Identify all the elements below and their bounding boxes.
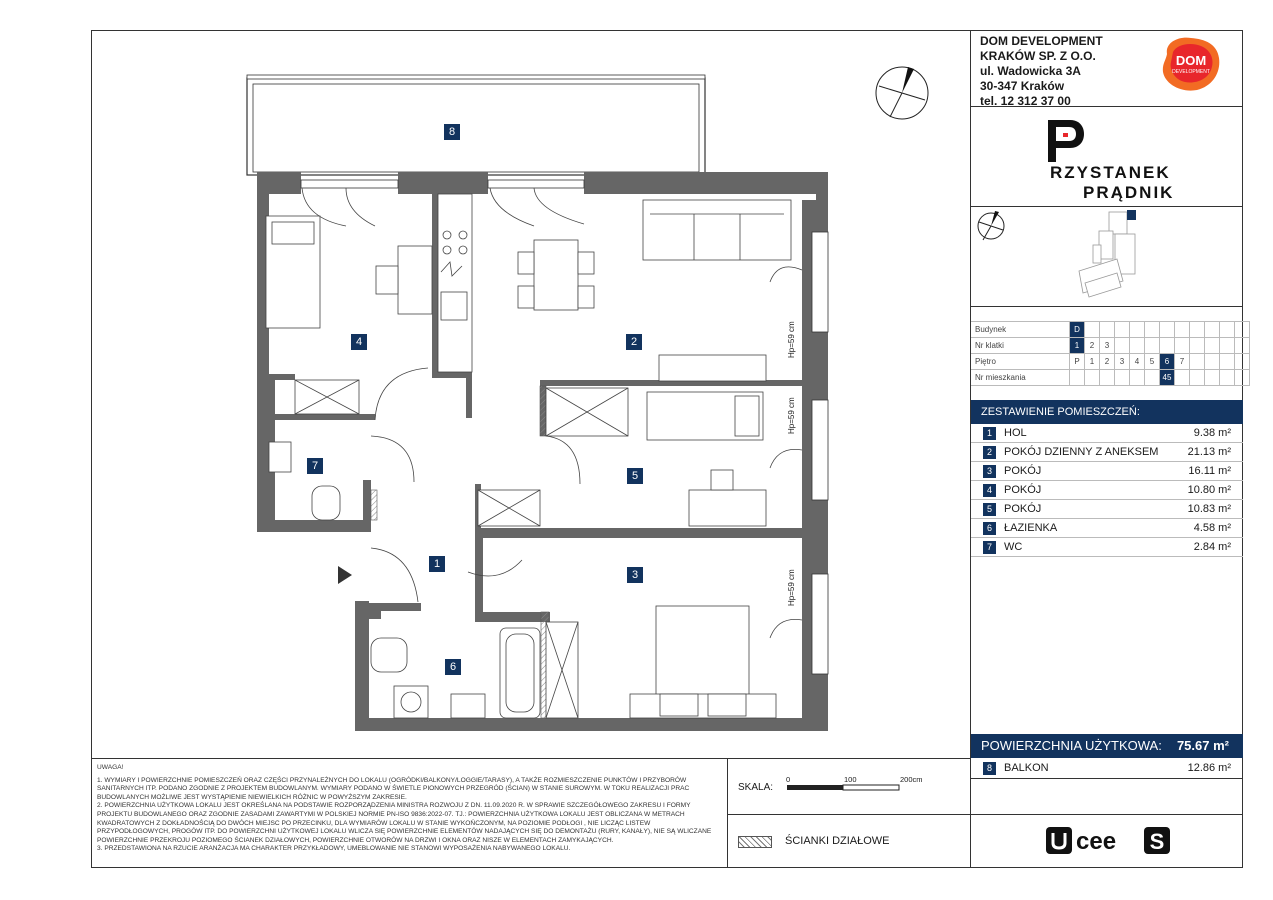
room-number: 2 [983,446,996,459]
room4-furniture [266,216,432,328]
info-cell [1205,322,1220,338]
info-cell [1115,322,1130,338]
divider-notes-scale [727,758,728,868]
total-area-label: POWIERZCHNIA UŻYTKOWA: [981,738,1162,753]
info-cell [1235,354,1250,370]
info-cell [1115,370,1130,386]
hp-label-room3: Hp=59 cm [787,569,796,606]
info-cell [1100,322,1115,338]
info-cell [1205,354,1220,370]
company-city: 30-347 Kraków [980,79,1065,93]
room-area: 21.13 m² [1187,446,1231,458]
balcony-area: 12.86 m² [1187,762,1231,774]
room-label-7: 7 [307,458,323,474]
keyplan-compass-icon [978,211,1004,240]
info-cell [1235,338,1250,354]
notes-block [97,764,717,854]
legend-label: ŚCIANKI DZIAŁOWE [785,835,890,847]
info-cell [1175,338,1190,354]
hp-label-room2: Hp=59 cm [787,321,796,358]
room-label-2: 2 [626,334,642,350]
room-area: 10.80 m² [1187,484,1231,496]
note-2: 2. POWIERZCHNIA UŻYTKOWA LOKALU JEST OKREŚLANA NA PODSTAWIE ROZPORZĄDZENIA MINISTRA ROZWOJU Z DN. 11.09.2020 R. W SPRAWIE SZCZEGÓŁOWEGO ZAKRESU I FORMY PROJEKTU BUDOWLANEGO ORAZ ZGODNIE ZASADAMI ZAWARTYMI W POLSKIEJ NORMIE PN-ISO 9836:2022-07. TJ.: POWIERZCHNIA UŻYTKOWA LOKALU JEST OBLICZANA W METRACH KWADRATOWYCH Z DOKŁADNOŚCIĄ DO DWÓCH MIEJSC PO PRZECINKU, DLA WYMIARÓW LOKALU W STANIE WYKOŃCZONYM, NA POZIOMIE PODŁOGI , NIE LICZĄC LISTEW PRZYPODŁOGOWYCH, PROGÓW ITP. DO POWIERZCHNI UŻYTKOWEJ LOKALU WLICZA SIĘ POWIERZCHNIE ELEMENTÓW NADAJĄCYCH SIĘ DO DEMONTAŻU (RURY, KANAŁY), NIE SĄ WLICZANE POWIERZCHNIE PRZEKROJU POZIOMEGO ŚCIANEK DZIAŁOWYCH, POWIERZCHNIE OTWORÓW NA DRZWI I OKNA ORAZ NISZE W ELEMENTACH ZAMYKAJĄCYCH. [97,802,712,844]
info-cell [1085,322,1100,338]
company-phone: tel. 12 312 37 00 [980,94,1071,108]
info-cell [1085,370,1100,386]
info-cell: 2 [1100,354,1115,370]
info-cell [1160,338,1175,354]
kitchen-unit [438,194,472,372]
notes-title: UWAGA! [97,764,124,771]
project-name [1050,163,1174,203]
room-row [971,481,1243,500]
scale-label: SKALA: [738,782,774,793]
info-cell [1190,354,1205,370]
svg-text:DEVELOPMENT: DEVELOPMENT [1172,69,1210,75]
info-cell: 4 [1130,354,1145,370]
info-cell [1070,370,1085,386]
info-cell [1130,338,1145,354]
hp-label-room5: Hp=59 cm [787,397,796,434]
svg-text:cee: cee [1076,828,1117,855]
room3-furniture [630,606,776,718]
divider-brand [970,814,1243,815]
room-label-6: 6 [445,659,461,675]
info-cell [1145,370,1160,386]
info-row-label: Piętro [971,354,1070,370]
room-number: 5 [983,503,996,516]
info-cell: 1 [1085,354,1100,370]
info-cell [1190,338,1205,354]
partition-wall-swatch [738,836,772,848]
info-row [971,370,1250,386]
room-number: 6 [983,522,996,535]
note-3: 3. PRZEDSTAWIONA NA RZUCIE ARANŻACJA MA CHARAKTER PRZYKŁADOWY, UMEBLOWANIE NIE STANOWI WYPOSAŻENIA NABYWANEGO LOKALU. [97,845,571,853]
room-number: 1 [983,427,996,440]
info-row [971,354,1250,370]
info-cell: 2 [1085,338,1100,354]
info-cell: 3 [1100,338,1115,354]
dom-development-logo [1157,36,1225,92]
info-row [971,338,1250,354]
info-cell: 1 [1070,338,1085,354]
room-area: 10.83 m² [1187,503,1231,515]
company-info [980,34,1103,109]
info-row [971,322,1250,338]
info-cell [1205,338,1220,354]
room-number: 4 [983,484,996,497]
scale-tick-0: 0 [786,775,791,784]
room-name: POKÓJ DZIENNY Z ANEKSEM [1004,446,1159,458]
divider-scale-legend [727,814,970,815]
info-cell [1190,322,1205,338]
room-name: POKÓJ [1004,465,1042,477]
balcony-row [971,759,1243,778]
compass-icon [873,64,931,122]
project-name-line1: RZYSTANEK [1050,163,1171,182]
keyplan-highlight [1127,210,1136,220]
scale-bar [787,784,927,792]
przystanek-logo-mark [1046,118,1086,166]
room-number: 7 [983,541,996,554]
svg-text:S: S [1149,829,1165,854]
floor-plan [240,70,840,735]
info-cell [1115,338,1130,354]
divider-project [970,206,1243,207]
room2-furniture [518,200,791,381]
info-cell [1175,370,1190,386]
room-area: 9.38 m² [1193,427,1231,439]
scale-tick-200: 200cm [900,775,923,784]
room-name: HOL [1004,427,1027,439]
info-cell [1220,338,1235,354]
info-cell: 6 [1160,354,1175,370]
info-cell [1220,322,1235,338]
note-1: 1. WYMIARY I POWIERZCHNIE POMIESZCZEŃ ORAZ CZĘŚCI PRZYNALEŻNYCH DO LOKALU (OGRÓDKI/BALKONY/LOGGIE/TARASY), A TAKŻE ROZMIESZCZENIE PUNKTÓW I PRZYBORÓW SANITARNYCH ITP. PODANO ZGODNIE Z PROJEKTEM BUDOWLANYM. WYMIARY PODANO W ŚWIETLE PIONOWYCH PRZEGRÓD (ŚCIAN) W STANIE SUROWYM. W TOKU REALIZACJI PRAC BUDOWLANYCH MOŻLIWE JEST WYSTĄPIENIE NIEWIELKICH RÓŻNIC W POWYŻSZYM ZAKRESIE. [97,776,690,801]
entrance-arrow [338,566,352,584]
room-row [971,538,1243,557]
balcony-number: 8 [983,762,996,775]
info-cell [1205,370,1220,386]
room-label-3: 3 [627,567,643,583]
info-cell [1175,322,1190,338]
room-name: POKÓJ [1004,484,1042,496]
divider-notes [91,758,970,759]
wardrobes [295,380,628,718]
wc-fixtures [269,442,340,520]
room-name: ŁAZIENKA [1004,522,1058,534]
room-row [971,462,1243,481]
ucees-logo [1046,826,1172,856]
room-area: 16.11 m² [1188,465,1231,477]
info-cell: 5 [1145,354,1160,370]
info-cell: 7 [1175,354,1190,370]
info-cell [1235,322,1250,338]
room-row [971,443,1243,462]
room-row [971,519,1243,538]
room-label-8: 8 [444,124,460,140]
company-name-2: KRAKÓW SP. Z O.O. [980,49,1096,63]
info-row-label: Budynek [971,322,1070,338]
info-cell [1190,370,1205,386]
balcony [247,75,705,175]
info-cell [1220,354,1235,370]
info-cell: 3 [1115,354,1130,370]
info-cell [1100,370,1115,386]
info-cell [1160,322,1175,338]
svg-text:DOM: DOM [1175,53,1207,68]
divider-extra [970,778,1243,779]
room-label-5: 5 [627,468,643,484]
company-street: ul. Wadowicka 3A [980,64,1081,78]
unit-info-table [971,321,1250,386]
key-plan [975,209,1240,304]
info-cell [1130,370,1145,386]
project-name-line2: PRĄDNIK [1083,183,1175,202]
total-area-bar [971,734,1243,758]
balcony-name: BALKON [1004,762,1049,774]
room5-furniture [647,392,766,526]
info-cell: D [1070,322,1085,338]
info-cell: 45 [1160,370,1175,386]
room-row [971,424,1243,443]
info-cell [1145,322,1160,338]
room-number: 3 [983,465,996,478]
info-row-label: Nr mieszkania [971,370,1070,386]
total-area-value: 75.67 m² [1176,738,1229,753]
info-cell [1220,370,1235,386]
room-row [971,500,1243,519]
divider-keyplan [970,306,1243,307]
info-cell: P [1070,354,1085,370]
company-name: DOM DEVELOPMENT [980,34,1103,48]
room-area: 2.84 m² [1193,541,1231,553]
info-cell [1235,370,1250,386]
info-cell [1130,322,1145,338]
room-name: WC [1004,541,1023,553]
info-row-label: Nr klatki [971,338,1070,354]
info-cell [1145,338,1160,354]
rooms-heading: ZESTAWIENIE POMIESZCZEŃ: [971,400,1243,424]
scale-tick-100: 100 [844,775,857,784]
keyplan-building [1079,212,1135,297]
room-name: POKÓJ [1004,503,1042,515]
room-area: 4.58 m² [1193,522,1231,534]
room-label-1: 1 [429,556,445,572]
room-label-4: 4 [351,334,367,350]
